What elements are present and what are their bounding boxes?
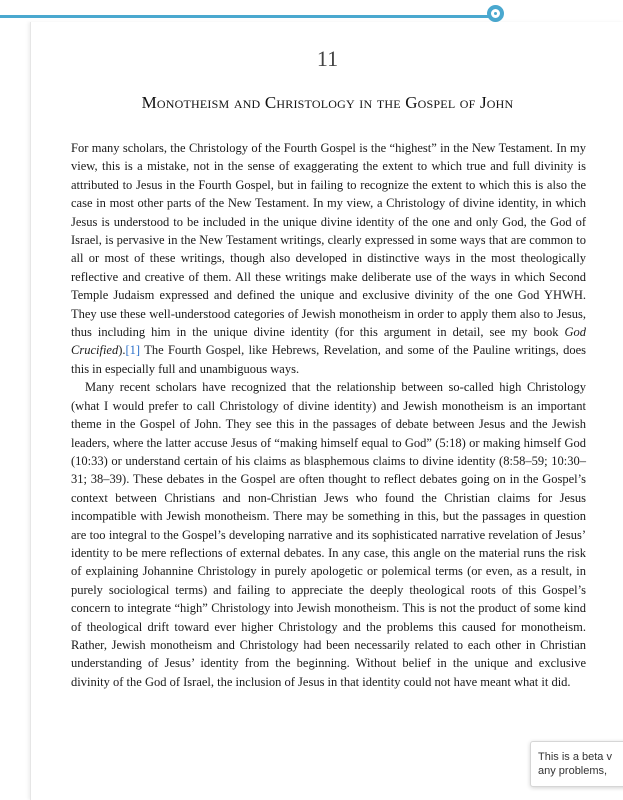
paragraph-2: Many recent scholars have recognized that the relationship between so-called high Christology (what I would prefer to call Christology of divine identity) and Jewish monotheism is an important theme in the Gospel of John. They see this in the passages of debate between Jesus and the Jewish leaders, where the latter accuse Jesus of “making himself equal to God” (5:18) or making himself God (10:33) or understand certain of his claims as blasphemous claims to divine identity (8:58–59; 10:30–31; 38–39). These debates in the Gospel are often thought to reflect debates going on in the Gospel’s context between Christians and non-Christian Jews who found the Christian claims for Jesus incompatible with Jewish monotheism. There may be something in this, but the passages in question are too integral to the Gospel’s developing narrative and its sophisticated narrative revelation of Jesus’ identity to be mere reflections of external debates. In any case, this angle on the material runs the risk of explaining Johannine Christology in purely apologetic or polemical terms (or even, as a result, in purely sociological terms) and failing to appreciate the deeply theological roots of this Gospel’s concern to integrate “high” Christology into Jewish monotheism. This is not the product of some kind of theological drift toward ever higher Christology and the problems this caused for monotheism. Rather, Jewish monotheism and Christology had been necessarily related to each other in Christian understanding of Jesus’ identity from the beginning. Without belief in the unique and exclusive divinity of the God of Israel, the inclusion of Jesus in that identity could not have meant what it did.: [71, 380, 586, 689]
beta-notice-toast[interactable]: [530, 741, 623, 787]
paragraph-1-close: ).: [118, 343, 126, 358]
footnote-link-1[interactable]: [1]: [125, 343, 141, 358]
chapter-title: Monotheism and Christology in the Gospel of John: [141, 93, 514, 112]
book-title-emphasis: God Crucified: [71, 325, 586, 358]
paragraph-1: [71, 139, 586, 378]
toast-line-1: This is a beta v: [538, 751, 612, 763]
chapter-number: 11: [316, 46, 339, 71]
paragraph-1-text: For many scholars, the Christology of the Fourth Gospel is the “highest” in the New Testament. In my view, this is a mistake, not in the sense of exaggerating the extent to which true and full divinity is attributed to Jesus in the Fourth Gospel, but in failing to recognize the extent to which this is also the case in most other parts of the New Testament. In my view, a Christology of divine identity, in which Jesus is understood to be included in the unique divine identity of the one and only God, the God of Israel, is pervasive in the New Testament writings, clearly expressed in some ways that are common to all or most of these writings, though also developed in distinctive ways in the most theologically reflective and creative of them. All these writings make deliberate use of the ways in which Second Temple Judaism expressed and defined the unique and exclusive divinity of the one God YHWH. They use these well-understood categories of Jewish monotheism in order to apply them also to Jesus, thus including him in the unique divine identity (for this argument in detail, see my book: [71, 141, 586, 340]
progress-slider-handle[interactable]: [487, 5, 504, 22]
book-page: [30, 22, 623, 800]
reading-progress-bar[interactable]: [0, 15, 500, 18]
paragraph-1-continued: The Fourth Gospel, like Hebrews, Revelation, and some of the Pauline writings, does this in especially full and unambiguous ways.: [71, 343, 586, 376]
chapter-body: [71, 139, 586, 691]
toast-line-2: any problems,: [538, 765, 608, 777]
